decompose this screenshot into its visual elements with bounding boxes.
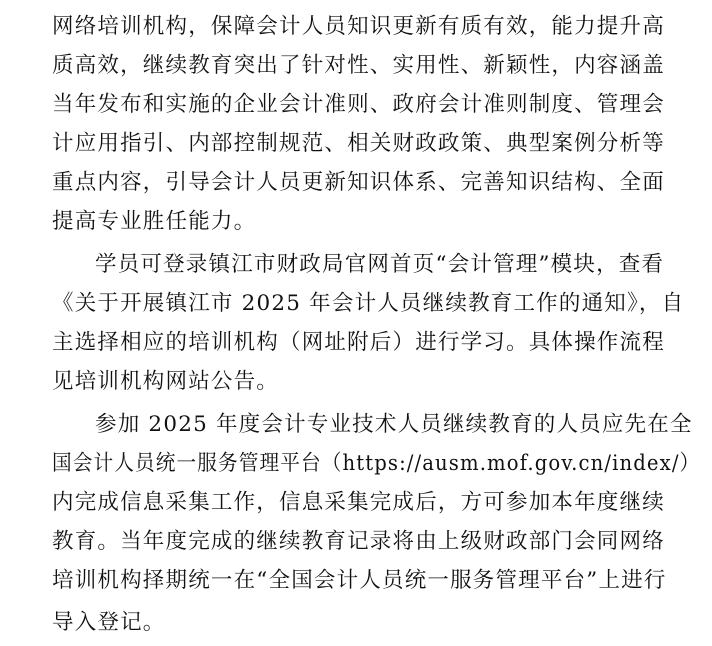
paragraph-3-line-1: 参加 2025 年度会计专业技术人员继续教育的人员应先在全 [95, 412, 693, 437]
paragraph-1-line-4: 计应用指引、内部控制规范、相关财政政策、典型案例分析等 [52, 131, 665, 156]
paragraph-1-line-5: 重点内容，引导会计人员更新知识体系、完善知识结构、全面 [52, 170, 665, 195]
paragraph-1-line-2: 质高效，继续教育突出了针对性、实用性、新颖性，内容涵盖 [52, 53, 665, 78]
paragraph-1-line-6: 提高专业胜任能力。 [52, 209, 257, 234]
paragraph-3-line-3: 内完成信息采集工作，信息采集完成后，方可参加本年度继续 [52, 490, 665, 515]
paragraph-1-line-1: 网络培训机构，保障会计人员知识更新有质有效，能力提升高 [52, 14, 665, 39]
paragraph-2-line-3: 主选择相应的培训机构（网址附后）进行学习。具体操作流程 [52, 330, 665, 355]
paragraph-3-line-2: 国会计人员统一服务管理平台（https://ausm.mof.gov.cn/index/） [52, 451, 701, 476]
paragraph-2-line-2: 《关于开展镇江市 2025 年会计人员继续教育工作的通知》，自 [52, 291, 685, 316]
paragraph-3-line-5: 培训机构择期统一在“全国会计人员统一服务管理平台”上进行 [52, 568, 667, 593]
paragraph-1-line-3: 当年发布和实施的企业会计准则、政府会计准则制度、管理会 [52, 92, 665, 117]
paragraph-2-line-4: 见培训机构网站公告。 [52, 369, 280, 394]
paragraph-3-line-4: 教育。当年度完成的继续教育记录将由上级财政部门会同网络 [52, 529, 665, 554]
paragraph-2-line-1: 学员可登录镇江市财政局官网首页“会计管理”模块，查看 [95, 252, 665, 277]
paragraph-3-line-6: 导入登记。 [52, 610, 166, 635]
